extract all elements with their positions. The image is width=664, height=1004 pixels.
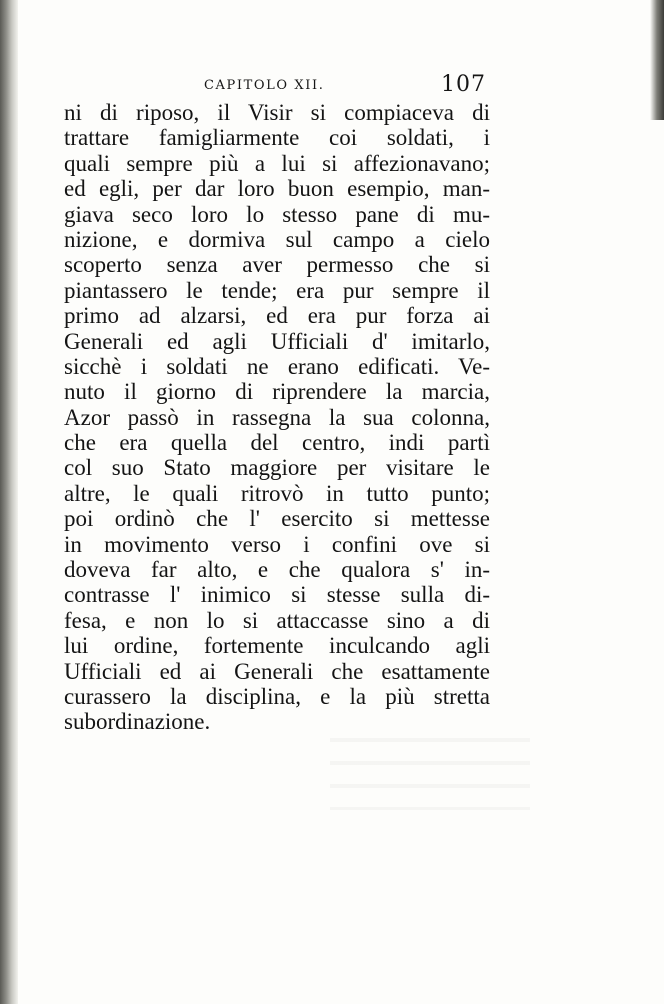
text-line: giava seco loro lo stesso pane di mu- [64, 201, 490, 227]
text-line: primo ad alzarsi, ed era pur forza ai [64, 303, 490, 329]
text-line: sicchè i soldati ne erano edificati. Ve- [64, 353, 490, 379]
text-line: quali sempre più a lui si affezionavano; [64, 150, 490, 176]
text-line: ni di riposo, il Visir si compiaceva di [64, 100, 490, 125]
chapter-title: CAPITOLO XII. [204, 78, 325, 93]
text-line: doveva far alto, e che qualora s' in- [64, 557, 490, 583]
text-line: piantassero le tende; era pur sempre il [64, 277, 490, 303]
text-line: subordinazione. [64, 709, 211, 735]
body-text [64, 100, 490, 735]
text-line: Ufficiali ed ai Generali che esattamente [64, 658, 490, 684]
text-line: poi ordinò che l' esercito si mettesse [64, 506, 490, 532]
text-line: curassero la disciplina, e la più stretta [64, 683, 490, 709]
text-line: Generali ed agli Ufficiali d' imitarlo, [64, 328, 490, 354]
text-line: nizione, e dormiva sul campo a cielo [64, 226, 490, 252]
text-line: altre, le quali ritrovò in tutto punto; [64, 480, 490, 506]
reverse-page-show-through [330, 730, 530, 810]
text-line: che era quella del centro, indi partì [64, 430, 490, 456]
text-line: lui ordine, fortemente inculcando agli [64, 633, 490, 659]
running-head [64, 72, 490, 102]
text-line: scoperto senza aver permesso che si [64, 252, 490, 278]
text-line: col suo Stato maggiore per visitare le [64, 455, 490, 481]
text-line: fesa, e non lo si attaccasse sino a di [64, 607, 490, 633]
text-line: ed egli, per dar loro buon esempio, man- [64, 176, 490, 202]
text-line: nuto il giorno di riprendere la marcia, [64, 379, 490, 405]
text-line: contrasse l' inimico si stesse sulla di- [64, 582, 490, 608]
page-corner-shadow [650, 0, 664, 120]
binding-edge [0, 0, 18, 1004]
text-line: trattare famigliarmente coi soldati, i [64, 125, 490, 151]
text-line: Azor passò in rassegna la sua colonna, [64, 404, 490, 430]
text-line: in movimento verso i confini ove si [64, 531, 490, 557]
page-number: 107 [441, 72, 486, 97]
